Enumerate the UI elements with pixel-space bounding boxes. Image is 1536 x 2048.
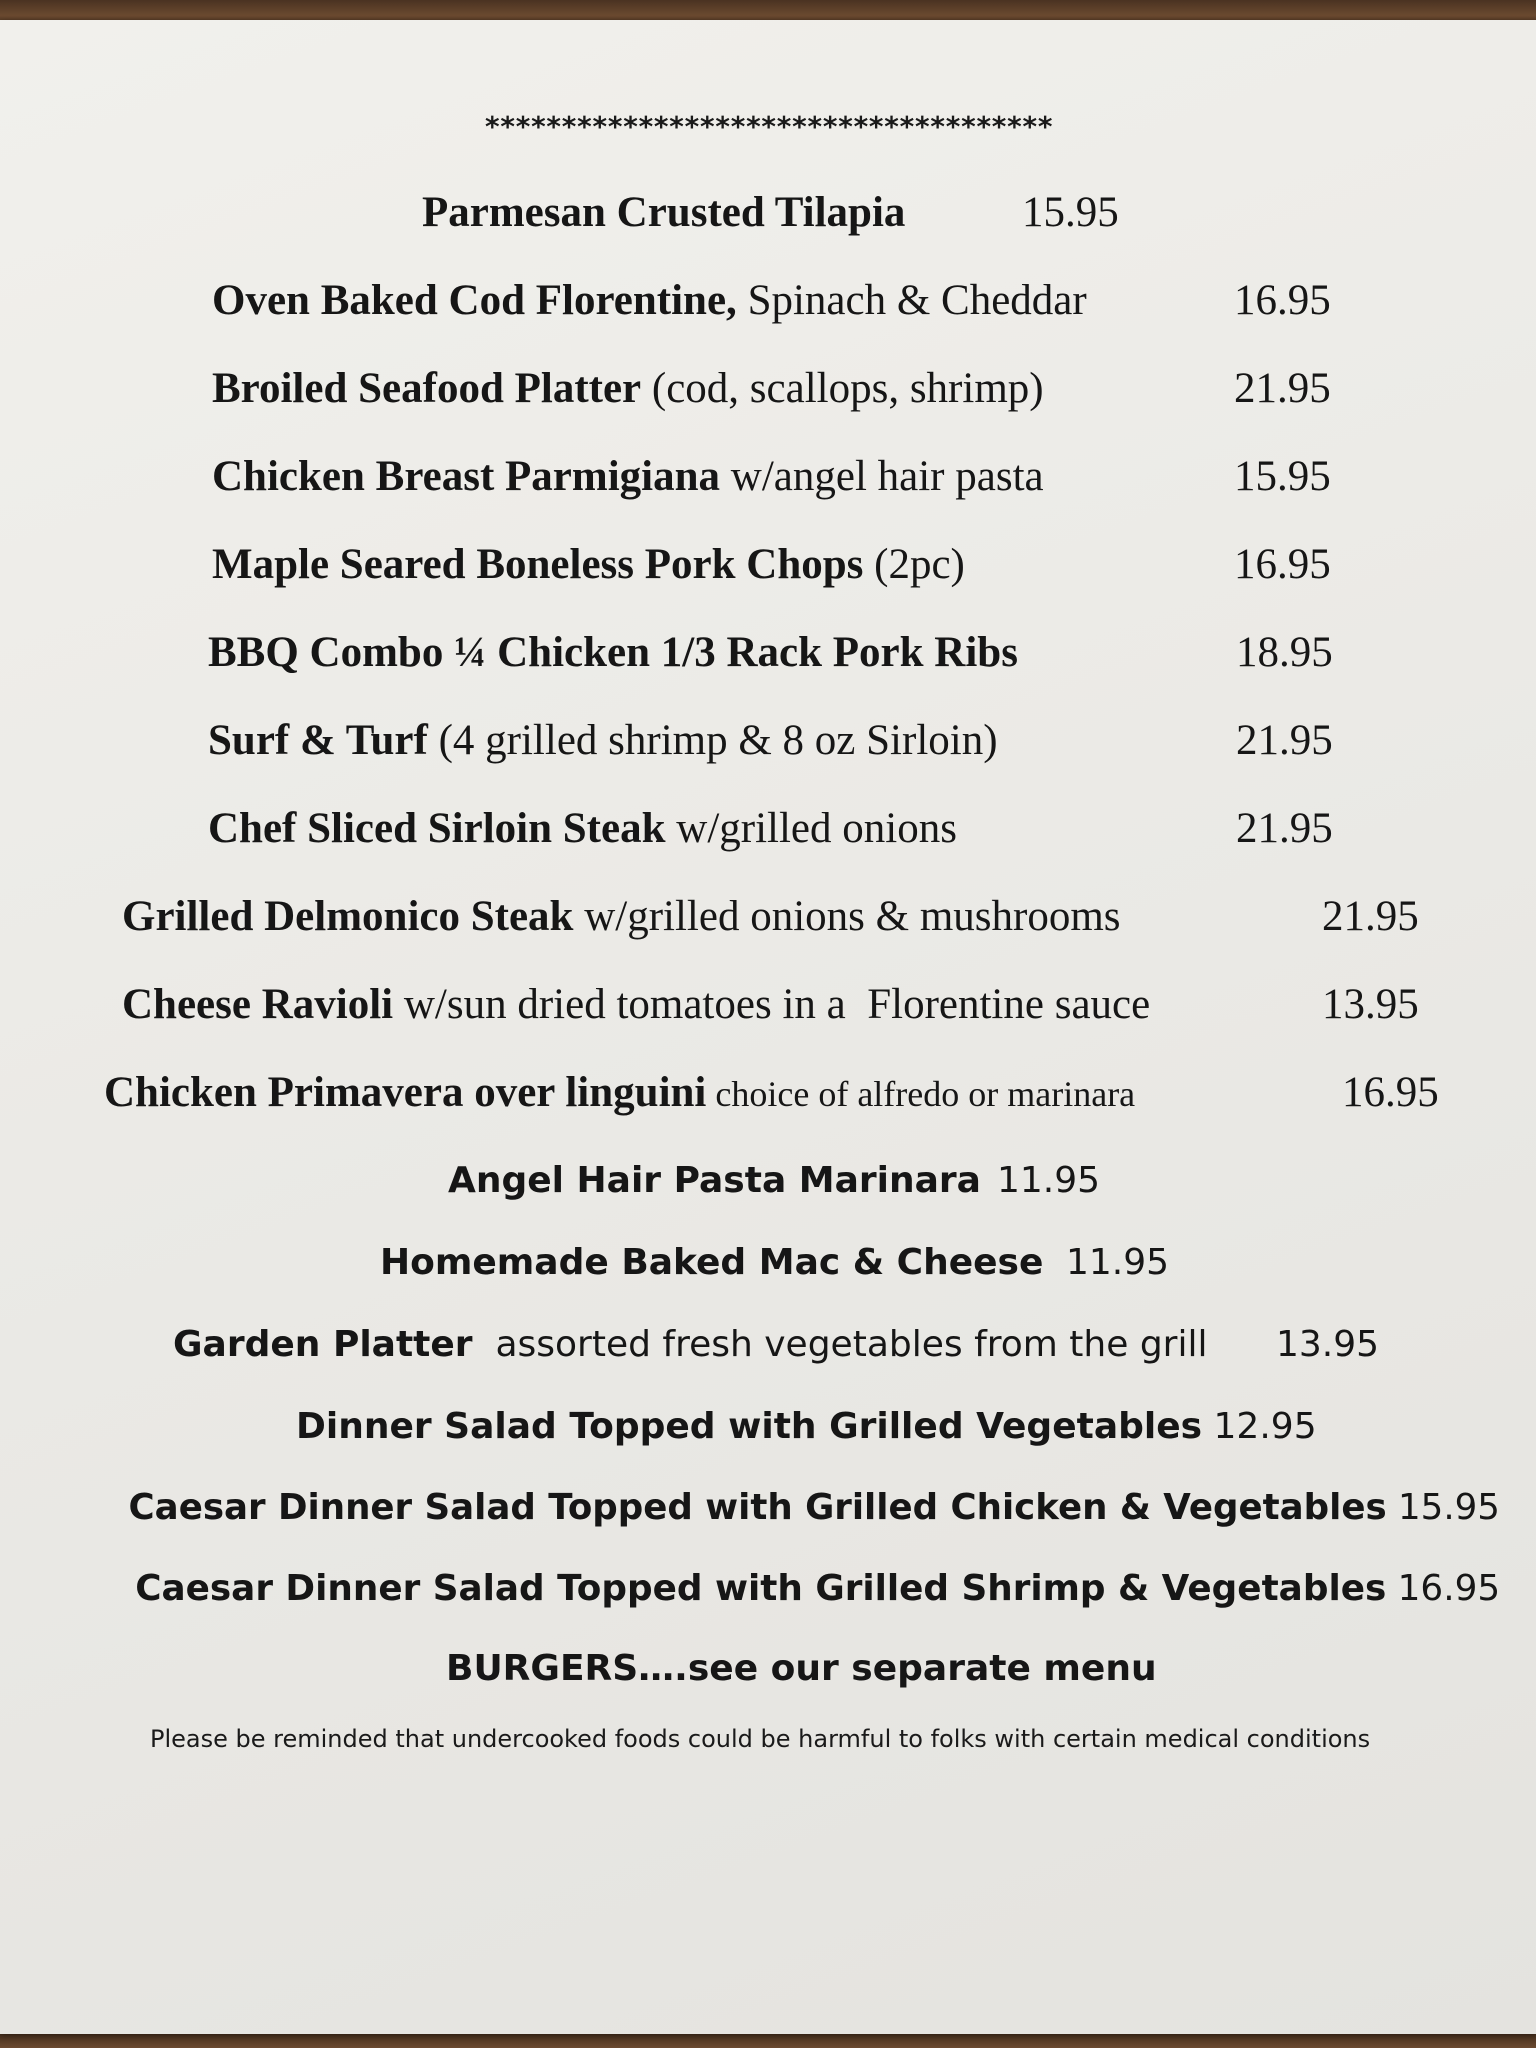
health-notice: Please be reminded that undercooked foods could be harmful to folks with certain medical conditions — [150, 1725, 1371, 1753]
item-name: BBQ Combo ¼ Chicken 1/3 Rack Pork Ribs — [208, 629, 1018, 676]
item-price: 21.95 — [1322, 893, 1419, 940]
menu-item-bbq-combo — [0, 628, 1536, 684]
item-name: Broiled Seafood Platter — [212, 365, 642, 412]
item-name: Grilled Delmonico Steak — [122, 893, 574, 940]
item-price: 15.95 — [1234, 453, 1331, 500]
item-price: 11.95 — [1066, 1242, 1170, 1283]
item-description: choice of alfredo or marinara — [706, 1074, 1136, 1114]
item-name: Cheese Ravioli — [122, 981, 394, 1028]
menu-item-seafood-platter — [0, 364, 1536, 420]
menu-item-cheese-ravioli — [0, 980, 1536, 1036]
item-description: w/grilled onions — [665, 805, 957, 852]
menu-item-chicken-parmigiana — [0, 452, 1536, 508]
item-description: w/angel hair pasta — [720, 453, 1044, 500]
menu-item-dinner-salad — [0, 1406, 1536, 1462]
item-name: Homemade Baked Mac & Cheese — [380, 1242, 1044, 1283]
item-price: 16.95 — [1234, 277, 1331, 324]
item-price: 15.95 — [1398, 1487, 1500, 1528]
item-price: 18.95 — [1236, 629, 1333, 676]
burgers-note: BURGERS….see our separate menu — [446, 1648, 1157, 1689]
item-name: Maple Seared Boneless Pork Chops — [212, 541, 864, 588]
item-price: 16.95 — [1234, 541, 1331, 588]
item-description: (4 grilled shrimp & 8 oz Sirloin) — [427, 717, 998, 764]
item-price: 12.95 — [1213, 1406, 1317, 1447]
item-price: 16.95 — [1342, 1069, 1439, 1116]
menu-item-garden-platter — [0, 1324, 1536, 1380]
item-price: 11.95 — [997, 1160, 1101, 1201]
item-price: 16.95 — [1397, 1568, 1501, 1609]
menu-item-cod-florentine — [0, 276, 1536, 332]
item-name: Angel Hair Pasta Marinara — [448, 1160, 981, 1201]
item-name: Dinner Salad Topped with Grilled Vegetables — [296, 1406, 1203, 1447]
item-price: 13.95 — [1322, 981, 1419, 1028]
menu-item-mac-and-cheese — [0, 1242, 1536, 1298]
item-name: Chicken Primavera over linguini — [104, 1069, 707, 1116]
menu-item-chicken-primavera — [0, 1068, 1536, 1124]
item-name: Chef Sliced Sirloin Steak — [208, 805, 666, 852]
menu-item-delmonico-steak — [0, 892, 1536, 948]
item-price: 21.95 — [1236, 805, 1333, 852]
menu-item-pork-chops — [0, 540, 1536, 596]
item-description: Spinach & Cheddar — [736, 277, 1087, 324]
item-description: (2pc) — [863, 541, 965, 588]
menu-item-surf-and-turf — [0, 716, 1536, 772]
menu-item-parmesan-tilapia — [0, 188, 1536, 244]
item-description: w/grilled onions & mushrooms — [573, 893, 1121, 940]
item-name: Oven Baked Cod Florentine, — [212, 277, 737, 324]
menu-item-caesar-chicken — [0, 1487, 1519, 1543]
menu-item-sirloin-steak — [0, 804, 1536, 860]
star-divider: ************************************* — [483, 110, 1053, 143]
item-price: 21.95 — [1234, 365, 1331, 412]
burgers-note-line — [0, 1648, 1536, 1704]
item-name: Garden Platter — [173, 1324, 473, 1365]
item-description: assorted fresh vegetables from the grill — [472, 1324, 1208, 1365]
item-name: Chicken Breast Parmigiana — [212, 453, 721, 500]
item-name: Caesar Dinner Salad Topped with Grilled Chicken & Vegetables — [128, 1487, 1387, 1528]
item-name: Caesar Dinner Salad Topped with Grilled Shrimp & Vegetables — [135, 1568, 1387, 1609]
menu-item-caesar-shrimp — [0, 1568, 1527, 1624]
item-price: 21.95 — [1236, 717, 1333, 764]
item-name: Surf & Turf — [208, 717, 428, 764]
item-description: (cod, scallops, shrimp) — [641, 365, 1044, 412]
item-description: w/sun dried tomatoes in a Florentine sauce — [393, 981, 1151, 1028]
item-price: 15.95 — [1022, 189, 1119, 236]
item-price: 13.95 — [1276, 1324, 1380, 1365]
menu-item-angel-hair-marinara — [0, 1160, 1536, 1216]
item-name: Parmesan Crusted Tilapia — [422, 189, 906, 236]
